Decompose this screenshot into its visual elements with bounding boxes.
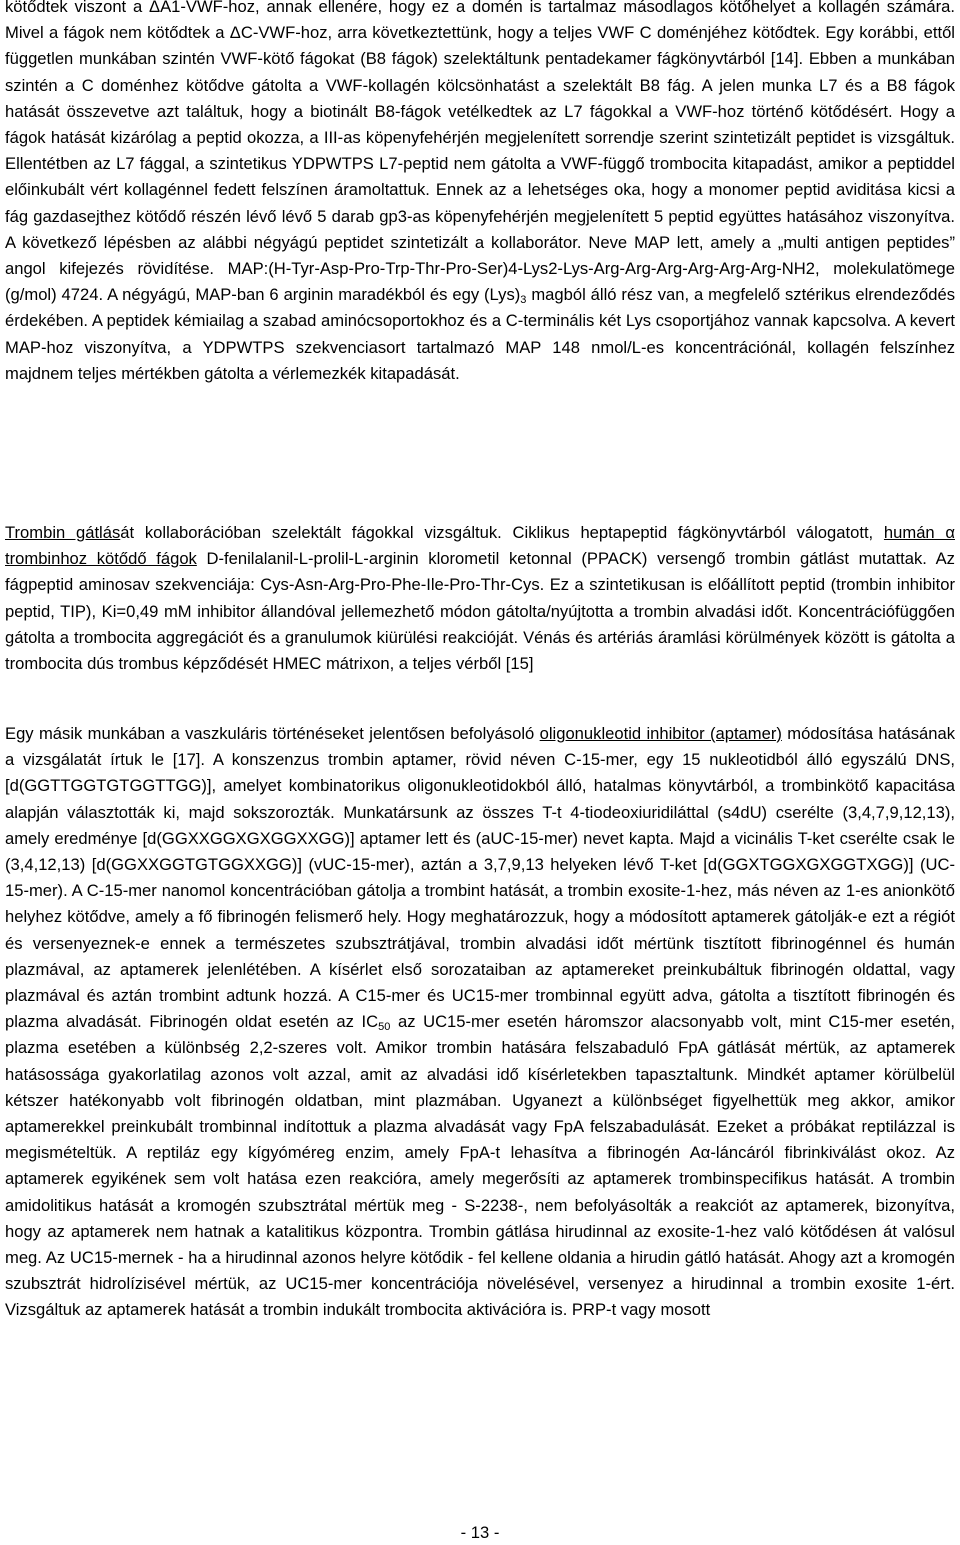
paragraph-aptamer <box>5 721 955 1324</box>
text-run: A kevert MAP-hoz viszonyítva, a YDPWTPS szekvenciasort tartalmazó MAP 148 nmol/L-es koncentrációnál, kollagén felszínhez majdnem teljes mértékben gátolta a vérlemezkék kitapadását. <box>5 311 955 383</box>
text-run: Ennek az a lehetséges oka, hogy a monomer peptid aviditása kicsi a fág gazdasejthez kötődő részén lévő lévő 5 darab gp3-as köpenyfehérjén megjelenített 5 peptid együttes hatásához viszonyítva. <box>5 180 956 226</box>
text-run: magból álló rész van, a megfelelő sztérikus elrendeződés érdekében. <box>5 285 955 331</box>
text-run: Ebben a munkában szintén a C doménhez kötődve gátolta a VWF-kollagén kölcsönhatást a szelektált B8 fág. <box>5 49 955 95</box>
text-run: A jelen munka L7 és a B8 fágok hatását összevetve azt találtuk, hogy a biotinált B8-fágok vetélkedtek az L7 fágokkal a VWF-hoz történő kötődésért. <box>5 75 955 121</box>
text-run: Egy másik munkában a vaszkuláris történéseket jelentősen befolyásoló <box>5 724 540 743</box>
text-run: módosítása hatásának a vizsgálatát írtuk le [17]. A konszenzus trombin aptamer, rövid néven C-15-mer, egy 15 nukleotidból álló egyszálú DNS, [d(GGTTGGTGTGGTTGG)], amelyet kombinatorikus oligonukleotidokból álló, hatalmas könyvtárból, a trombinkötő kapacitása alapján választották ki, majd sokszorozták. Munkatársunk az összes T-t 4-tiodeoxiuridiláttal (s4dU) cserélte (3,4,7,9,12,13), amely eredménye [d(GGXXGGXGXGGXXGG)] aptamer lett és (aUC-15-mer) nevet kapta. Majd a vicinális T-ket cserélte csak le (3,4,12,13) [d(GGXXGGTGTGGXXGG)] (vUC-15-mer), aztán a 3,7,9,13 helyeken lévő T-ket [d(GGXTGGXGXGGTXGG)] (UC-15-mer). A C-15-mer nanomol koncentrációban gátolja a trombint hatását, a trombin exosite-1-hez, más néven az 1-es anionkötő helyhez kötődve, amely a fő fibrinogén felismerő hely. Hogy meghatározzuk, hogy a módosított aptamerek gátolják-e ezt a régiót és versenyeznek-e ennek a természetes szubsztrátjával, trombin alvadási időt mértünk tisztított fibrinogénnel és humán plazmával, az aptamerek jelenlétében. A kísérlet első sorozataiban az aptamereket preinkubáltuk fibrinogén oldattal, vagy plazmával és aztán trombint adtunk hozzá. A C15-mer és UC15-mer trombinnal együtt adva, gátolta a tisztított fibrinogén és plazma alvadását. Fibrinogén oldat esetén az IC <box>5 724 955 1032</box>
underlined-term: oligonukleotid inhibitor (aptamer) <box>539 724 782 743</box>
text-run: D-fenilalanil-L-prolil-L-arginin klorometil ketonnal (PPACK) versengő trombin gátlást mutattak. Az fágpeptid aminosav szekvenciája: Cys-Asn-Arg-Pro-Phe-Ile-Pro-Thr-Cys. Ez a szintetikusan is előállított peptid (trombin inhibitor peptid, TIP), Ki=0,49 mM inhibitor állandóval jellemezhető módon gátolta/nyújtotta a trombin alvadási időt. Koncentrációfüggően gátolta a trombocita aggregációt és a granulumok kiürülési reakcióját. Vénás és artériás áramlási körülmények között is gátolta a trombocita dús trombus képződését HMEC mátrixon, a teljes vérből [15] <box>5 549 955 674</box>
text-run: A peptidek kémiailag a szabad aminócsoportokhoz és a C-terminális két Lys csoportjához vannak kapcsolva. <box>88 311 892 331</box>
text-run: Ellentétben az L7 fággal, a szintetikus YDPWTPS L7-peptid nem gátolta a VWF-függő trombocita kitapadást, amikor a peptiddel előinkubált vért kollagénnel fedett felszínen áramoltattuk. <box>5 154 955 200</box>
paragraph-vwf-phages <box>5 0 955 387</box>
text-run: A négyágú, MAP-ban 6 arginin maradékból és egy (Lys) <box>103 285 521 305</box>
page-number: - 13 - <box>460 1523 500 1542</box>
subscript: 3 <box>520 294 527 307</box>
text-run: A következő lépésben az alábbi négyágú peptidet szintetizált a kollaborátor. Neve MAP lett, amely a „multi antigen peptides” angol kifejezés rövidítése. MAP:(H-Tyr-Asp-Pro-Trp-Thr-Pro-Ser)4-Lys2-Lys-Arg-Arg-Arg-Arg-Arg-Arg-NH2, molekulatömege (g/mol) 4724. <box>5 232 955 305</box>
underlined-term: Trombin gátlás <box>5 523 121 542</box>
text-run: kötődtek viszont a ΔA1-VWF-hoz, annak ellenére, hogy ez a domén is tartalmaz másodlagos kötőhelyet a kollagén számára. Mivel a fágok nem kötődtek a ΔC-VWF-hoz, arra következtettünk, hogy a teljes VWF C doménjéhez kötődtek. <box>5 0 955 43</box>
text-run: az UC15-mer esetén háromszor alacsonyabb volt, mint C15-mer esetén, plazma esetében a különbség 2,2-szeres volt. Amikor trombin hatására felszabaduló FpA gátlását mértük, az aptamerek hatásossága gyakorlatilag azonos volt azzal, amit az alvadási idő kísérletekben tapasztaltunk. Mindkét aptamer körülbelül kétszer hatékonyabb volt fibrinogén oldatban, mint plazmában. Ugyanezt a különbséget figyelhettük meg akkor, amikor aptamerekkel preinkubált trombinnal indítottuk a plazma alvadását vagy FpA felszabadulását. Ezeket a próbákat reptilázzal is megismételtük. A reptiláz egy kígyóméreg enzim, amely FpA-t lehasítva a fibrinogén Aα-láncáról fibrinkiválást okoz. Az aptamerek egyikének sem volt hatása ezen reakcióra, amely megerősíti az aptamerek trombinspecifikus hatását. A trombin amidolitikus hatását a kromogén szubsztrátal mértük meg - S-2238-, nem befolyásolták a reakciót az aptamerek, bizonyítva, hogy az aptamerek nem hatnak a katalitikus központra. Trombin gátlása hirudinnal az exosite-1-hez való kötődésen át valósul meg. Az UC15-mernek - ha a hirudinnal azonos helyre kötődik - fel kellene oldania a hirudin gátló hatását. Ahogy azt a kromogén szubsztrát hidrolízisével mértük, az UC15-mer koncentrációja növelésével, versenyez a hirudinnal a trombin exosite 1-ért. Vizsgáltuk az aptamerek hatását a trombin indukált trombocita aktivációra is. PRP-t vagy mosott <box>5 1012 955 1320</box>
underlined-term: humán α trombinhoz kötődő fágok <box>5 523 955 569</box>
text-run: át kollaborációban szelektált fágokkal vizsgáltuk. Ciklikus heptapeptid fágkönyvtárból válogatott, <box>120 523 884 542</box>
subscript: 50 <box>378 1021 391 1034</box>
text-run: Hogy a fágok hatását kizárólag a peptid okozza, a III-as köpenyfehérjén megjelenített sorrendje szerint szintetizált peptidet is vizsgáltuk. <box>5 101 955 148</box>
text-run: Egy korábbi, ettől független munkában szintén VWF-kötő fágokat (B8 fágok) szelektáltunk pentadekamer fágkönyvtárból [14]. <box>5 23 955 69</box>
paragraph-thrombin-inhibition <box>5 520 955 677</box>
